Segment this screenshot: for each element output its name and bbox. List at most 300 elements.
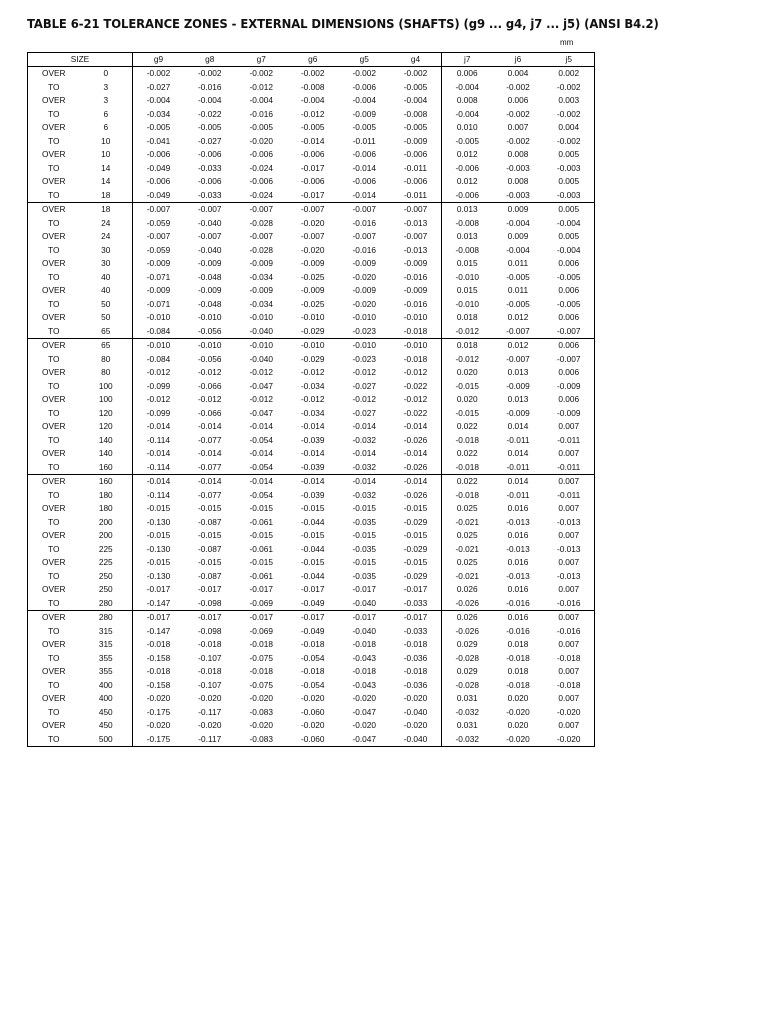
tolerance-cell: -0.008 <box>390 108 442 122</box>
table-row <box>28 583 595 597</box>
tolerance-cell: -0.117 <box>198 733 222 744</box>
tolerance-cell: 0.007 <box>558 720 580 730</box>
tolerance-cell: -0.071 <box>146 298 171 309</box>
tolerance-cell: -0.087 <box>197 543 222 554</box>
table-row <box>28 135 595 149</box>
tolerance-cell: -0.006 <box>455 189 480 200</box>
tolerance-cell: -0.069 <box>249 625 274 636</box>
tolerance-cell: 0.007 <box>558 639 580 649</box>
tolerance-cell: -0.015 <box>352 530 377 540</box>
tolerance-cell: -0.009 <box>146 285 171 295</box>
tolerance-cell: 0.015 <box>456 285 478 295</box>
tolerance-cell: -0.012 <box>146 367 171 377</box>
tolerance-cell: -0.047 <box>249 380 274 391</box>
tolerance-cell: 0.005 <box>544 203 595 217</box>
tolerance-cell: -0.002 <box>197 68 222 78</box>
tolerance-cell: -0.017 <box>352 584 377 594</box>
tolerance-cell: -0.010 <box>390 339 442 353</box>
tolerance-cell: -0.020 <box>197 693 222 703</box>
tolerance-cell: 0.007 <box>544 475 595 489</box>
tolerance-cell: 0.020 <box>456 367 478 377</box>
tolerance-cell: -0.075 <box>249 652 274 663</box>
tolerance-cell: -0.014 <box>339 475 391 489</box>
tolerance-cell: -0.029 <box>390 543 442 557</box>
tolerance-cell: -0.015 <box>352 557 377 567</box>
tolerance-cell: -0.061 <box>249 570 274 581</box>
tolerance-cell: 0.012 <box>493 339 544 353</box>
tolerance-cell: -0.009 <box>506 380 530 391</box>
size-bound-label: OVER <box>41 666 66 676</box>
tolerance-cell: -0.033 <box>390 625 442 639</box>
table-row <box>28 284 595 298</box>
tolerance-cell: -0.061 <box>249 543 274 554</box>
tolerance-cell: -0.043 <box>352 679 377 690</box>
tolerance-cell: -0.010 <box>390 311 442 325</box>
size-value: 355 <box>80 652 133 666</box>
tolerance-cell: -0.054 <box>300 652 325 663</box>
tolerance-cell: -0.018 <box>390 665 442 679</box>
tolerance-cell: -0.002 <box>249 68 274 78</box>
tolerance-cell: -0.016 <box>197 81 222 92</box>
tolerance-cell: -0.017 <box>236 611 288 625</box>
tolerance-cell: -0.034 <box>300 407 325 418</box>
tolerance-cell: -0.015 <box>300 503 325 513</box>
tolerance-cell: -0.002 <box>556 135 581 146</box>
tolerance-cell: 0.012 <box>456 149 478 159</box>
tolerance-cell: -0.061 <box>249 516 274 527</box>
tolerance-cell: -0.010 <box>184 339 236 353</box>
tolerance-cell: 0.018 <box>507 666 529 676</box>
size-bound-label: TO <box>48 679 60 690</box>
tolerance-cell: -0.040 <box>390 733 442 747</box>
size-value: 18 <box>80 203 133 217</box>
size-value: 400 <box>80 679 133 693</box>
tolerance-cell: 0.004 <box>507 68 529 78</box>
tolerance-cell: -0.014 <box>352 162 377 173</box>
tolerance-cell: 0.002 <box>558 68 580 78</box>
size-bound-label: OVER <box>41 95 66 105</box>
tolerance-cell: 0.020 <box>507 693 529 703</box>
tolerance-cell: -0.056 <box>197 325 222 336</box>
tolerance-cell: -0.010 <box>146 312 171 322</box>
table-row <box>28 475 595 489</box>
tolerance-cell: -0.130 <box>146 570 171 581</box>
tolerance-cell: -0.016 <box>556 625 581 636</box>
tolerance-cell: 0.013 <box>456 231 478 241</box>
tolerance-cell: 0.007 <box>558 557 580 567</box>
size-bound-label: OVER <box>41 584 66 594</box>
tolerance-cell: -0.010 <box>339 339 391 353</box>
tolerance-cell: 0.031 <box>456 720 478 730</box>
tolerance-cell: -0.158 <box>146 679 171 690</box>
size-bound-label: OVER <box>41 693 66 703</box>
tolerance-cell: -0.087 <box>197 570 222 581</box>
tolerance-cell: -0.017 <box>133 611 185 625</box>
tolerance-cell: -0.016 <box>556 597 581 608</box>
size-value: 315 <box>80 625 133 639</box>
header-row <box>28 53 595 67</box>
tolerance-cell: -0.114 <box>147 461 170 472</box>
size-bound-label: TO <box>48 706 60 717</box>
tolerance-cell: -0.012 <box>249 367 274 377</box>
tolerance-cell: -0.018 <box>455 489 480 500</box>
tolerance-cell: -0.009 <box>506 407 530 418</box>
header-size: SIZE <box>28 53 133 67</box>
tolerance-cell: -0.010 <box>455 298 480 309</box>
tolerance-cell: 0.018 <box>442 339 493 353</box>
tolerance-cell: 0.010 <box>456 122 478 132</box>
tolerance-cell: -0.004 <box>300 95 325 105</box>
tolerance-cell: -0.077 <box>197 461 222 472</box>
tolerance-cell: -0.002 <box>506 135 530 146</box>
tolerance-cell: -0.107 <box>197 679 222 690</box>
size-value: 18 <box>80 189 133 203</box>
tolerance-cell: -0.035 <box>352 516 377 527</box>
size-value: 100 <box>80 393 133 407</box>
tolerance-cell: -0.009 <box>390 284 442 298</box>
table-row <box>28 121 595 135</box>
tolerance-cell: -0.069 <box>249 597 274 608</box>
size-value: 14 <box>80 175 133 189</box>
tolerance-cell: -0.006 <box>352 176 377 186</box>
tolerance-cell: 0.011 <box>507 258 529 268</box>
tolerance-cell: -0.018 <box>556 679 581 690</box>
size-bound-label: TO <box>48 189 60 200</box>
tolerance-cell: -0.020 <box>197 720 222 730</box>
size-bound-label: TO <box>48 489 60 500</box>
tolerance-cell: 0.016 <box>507 503 529 513</box>
tolerance-cell: -0.011 <box>506 489 530 500</box>
tolerance-cell: -0.040 <box>352 597 377 608</box>
tolerance-cell: -0.018 <box>249 639 274 649</box>
tolerance-cell: -0.029 <box>390 516 442 530</box>
tolerance-cell: -0.020 <box>249 693 274 703</box>
tolerance-cell: 0.007 <box>558 666 580 676</box>
tolerance-cell: -0.130 <box>146 543 171 554</box>
tolerance-cell: -0.020 <box>556 733 581 744</box>
tolerance-cell: 0.018 <box>507 639 529 649</box>
size-value: 120 <box>80 407 133 421</box>
tolerance-cell: -0.014 <box>300 448 325 458</box>
tolerance-cell: -0.011 <box>506 434 530 445</box>
tolerance-cell: -0.002 <box>300 68 325 78</box>
header-g7: g7 <box>236 53 288 67</box>
tolerance-cell: 0.014 <box>507 448 529 458</box>
table-row <box>28 516 595 530</box>
tolerance-cell: -0.083 <box>249 706 274 717</box>
size-value: 50 <box>80 298 133 312</box>
tolerance-cell: -0.077 <box>197 489 222 500</box>
tolerance-cell: -0.010 <box>197 312 222 322</box>
tolerance-cell: -0.098 <box>197 625 222 636</box>
table-row <box>28 543 595 557</box>
tolerance-cell: -0.026 <box>390 461 442 475</box>
tolerance-cell: -0.054 <box>249 434 274 445</box>
table-row <box>28 733 595 747</box>
tolerance-cell: -0.005 <box>506 271 530 282</box>
tolerance-table <box>27 52 595 747</box>
tolerance-cell: -0.012 <box>455 325 480 336</box>
tolerance-cell: -0.084 <box>146 325 171 336</box>
tolerance-cell: -0.009 <box>390 135 442 149</box>
tolerance-cell: 0.006 <box>558 394 580 404</box>
tolerance-cell: -0.040 <box>249 353 274 364</box>
tolerance-cell: -0.040 <box>197 217 222 228</box>
tolerance-cell: -0.039 <box>300 489 325 500</box>
tolerance-cell: -0.012 <box>300 394 325 404</box>
units-label: mm <box>560 38 574 47</box>
tolerance-cell: -0.007 <box>390 230 442 244</box>
size-value: 65 <box>80 339 133 353</box>
size-bound-label: OVER <box>28 475 80 489</box>
tolerance-cell: -0.040 <box>352 625 377 636</box>
tolerance-cell: -0.017 <box>197 584 222 594</box>
tolerance-cell: -0.059 <box>146 244 171 255</box>
size-bound-label: OVER <box>41 720 66 730</box>
tolerance-cell: 0.007 <box>558 421 580 431</box>
tolerance-cell: -0.002 <box>506 108 530 119</box>
tolerance-cell: -0.027 <box>352 380 377 391</box>
tolerance-cell: -0.028 <box>455 652 480 663</box>
tolerance-cell: -0.020 <box>300 720 325 730</box>
size-value: 450 <box>80 706 133 720</box>
table-row <box>28 393 595 407</box>
tolerance-cell: -0.026 <box>455 625 480 636</box>
size-value: 0 <box>80 67 133 81</box>
tolerance-cell: -0.017 <box>339 611 391 625</box>
header-j6: j6 <box>493 53 544 67</box>
tolerance-cell: -0.014 <box>146 421 171 431</box>
tolerance-cell: -0.043 <box>352 652 377 663</box>
table-row <box>28 162 595 176</box>
tolerance-cell: -0.023 <box>352 325 377 336</box>
tolerance-cell: 0.022 <box>456 421 478 431</box>
tolerance-cell: 0.031 <box>456 693 478 703</box>
tolerance-cell: -0.007 <box>556 325 581 336</box>
tolerance-cell: -0.071 <box>146 271 171 282</box>
tolerance-cell: -0.014 <box>184 475 236 489</box>
tolerance-cell: -0.029 <box>300 353 325 364</box>
tolerance-cell: -0.004 <box>352 95 377 105</box>
tolerance-cell: -0.011 <box>352 135 376 146</box>
tolerance-cell: -0.012 <box>249 394 274 404</box>
tolerance-cell: -0.020 <box>249 135 274 146</box>
header-g6: g6 <box>287 53 339 67</box>
tolerance-cell: -0.175 <box>146 706 171 717</box>
tolerance-cell: -0.016 <box>390 271 442 285</box>
tolerance-cell: -0.015 <box>300 530 325 540</box>
table-row <box>28 665 595 679</box>
table-row <box>28 67 595 81</box>
tolerance-cell: -0.025 <box>300 298 325 309</box>
tolerance-cell: -0.020 <box>506 706 530 717</box>
tolerance-cell: -0.011 <box>557 461 581 472</box>
tolerance-cell: 0.005 <box>558 231 580 241</box>
tolerance-cell: 0.007 <box>558 503 580 513</box>
size-bound-label: TO <box>48 380 60 391</box>
tolerance-cell: -0.087 <box>197 516 222 527</box>
size-value: 30 <box>80 244 133 258</box>
tolerance-cell: -0.007 <box>236 203 288 217</box>
tolerance-cell: -0.048 <box>197 298 222 309</box>
size-bound-label: OVER <box>28 611 80 625</box>
table-row <box>28 461 595 475</box>
tolerance-cell: -0.066 <box>197 380 222 391</box>
tolerance-cell: -0.054 <box>249 489 274 500</box>
tolerance-cell: -0.034 <box>146 108 171 119</box>
tolerance-cell: -0.018 <box>506 679 530 690</box>
tolerance-cell: -0.175 <box>146 733 171 744</box>
tolerance-cell: -0.032 <box>455 706 480 717</box>
tolerance-cell: -0.158 <box>146 652 171 663</box>
size-bound-label: TO <box>48 625 60 636</box>
tolerance-cell: -0.024 <box>249 189 274 200</box>
size-bound-label: OVER <box>41 176 66 186</box>
table-title: TABLE 6-21 TOLERANCE ZONES - EXTERNAL DIMENSIONS (SHAFTS) (g9 ... g4, j7 ... j5) (ANSI B4.2) <box>27 16 659 31</box>
tolerance-cell: -0.010 <box>249 312 274 322</box>
tolerance-cell: -0.114 <box>147 489 170 500</box>
size-value: 80 <box>80 366 133 380</box>
tolerance-cell: -0.006 <box>300 176 325 186</box>
tolerance-cell: -0.084 <box>146 353 171 364</box>
size-value: 250 <box>80 583 133 597</box>
tolerance-cell: -0.060 <box>300 733 325 744</box>
tolerance-cell: -0.018 <box>300 639 325 649</box>
table-row <box>28 611 595 625</box>
size-bound-label: OVER <box>41 312 66 322</box>
tolerance-cell: -0.005 <box>556 298 581 309</box>
tolerance-cell: 0.012 <box>507 312 529 322</box>
tolerance-cell: -0.020 <box>352 693 377 703</box>
tolerance-cell: -0.002 <box>390 67 442 81</box>
tolerance-cell: -0.007 <box>300 231 325 241</box>
tolerance-cell: -0.015 <box>300 557 325 567</box>
tolerance-cell: -0.015 <box>455 380 480 391</box>
tolerance-cell: 0.016 <box>507 584 529 594</box>
tolerance-cell: -0.014 <box>352 189 377 200</box>
tolerance-cell: -0.007 <box>146 231 171 241</box>
table-row <box>28 108 595 122</box>
tolerance-cell: -0.033 <box>390 597 442 611</box>
tolerance-cell: -0.013 <box>556 516 581 527</box>
tolerance-cell: -0.015 <box>249 557 274 567</box>
table-row <box>28 625 595 639</box>
tolerance-cell: -0.015 <box>390 502 442 516</box>
tolerance-cell: 0.007 <box>558 448 580 458</box>
table-row <box>28 339 595 353</box>
size-value: 280 <box>80 611 133 625</box>
tolerance-cell: 0.008 <box>507 149 529 159</box>
tolerance-cell: -0.016 <box>352 244 377 255</box>
tolerance-cell: -0.040 <box>249 325 274 336</box>
tolerance-cell: -0.036 <box>390 679 442 693</box>
tolerance-cell: 0.008 <box>507 176 529 186</box>
tolerance-cell: 0.016 <box>507 530 529 540</box>
tolerance-cell: -0.006 <box>390 148 442 162</box>
tolerance-cell: -0.008 <box>300 81 325 92</box>
tolerance-cell: -0.018 <box>197 666 222 676</box>
tolerance-cell: -0.012 <box>300 367 325 377</box>
tolerance-cell: -0.016 <box>506 625 530 636</box>
tolerance-cell: -0.044 <box>300 516 325 527</box>
tolerance-cell: -0.020 <box>390 719 442 733</box>
size-value: 3 <box>80 94 133 108</box>
tolerance-cell: -0.014 <box>352 448 377 458</box>
tolerance-cell: -0.004 <box>455 108 480 119</box>
tolerance-cell: -0.012 <box>300 108 325 119</box>
table-row <box>28 81 595 95</box>
tolerance-cell: 0.009 <box>493 203 544 217</box>
header-g5: g5 <box>339 53 391 67</box>
tolerance-cell: -0.006 <box>300 149 325 159</box>
tolerance-cell: -0.016 <box>390 298 442 312</box>
tolerance-cell: 0.022 <box>442 475 493 489</box>
tolerance-cell: -0.017 <box>287 611 339 625</box>
table-row <box>28 556 595 570</box>
tolerance-cell: -0.027 <box>197 135 222 146</box>
table-row <box>28 311 595 325</box>
table-row <box>28 447 595 461</box>
size-value: 160 <box>80 475 133 489</box>
tolerance-cell: 0.029 <box>456 639 478 649</box>
table-row <box>28 570 595 584</box>
tolerance-cell: -0.015 <box>197 557 222 567</box>
tolerance-cell: -0.002 <box>556 81 581 92</box>
tolerance-cell: -0.020 <box>352 271 377 282</box>
tolerance-cell: -0.015 <box>146 557 171 567</box>
tolerance-cell: -0.047 <box>352 706 377 717</box>
tolerance-cell: -0.018 <box>249 666 274 676</box>
tolerance-cell: 0.007 <box>558 693 580 703</box>
tolerance-cell: -0.014 <box>300 135 325 146</box>
tolerance-cell: -0.029 <box>300 325 325 336</box>
tolerance-cell: -0.014 <box>287 475 339 489</box>
tolerance-cell: -0.018 <box>390 325 442 339</box>
tolerance-cell: -0.015 <box>146 503 171 513</box>
tolerance-cell: -0.009 <box>300 285 325 295</box>
tolerance-cell: -0.060 <box>300 706 325 717</box>
tolerance-cell: -0.007 <box>506 353 530 364</box>
size-value: 315 <box>80 638 133 652</box>
tolerance-cell: -0.049 <box>146 162 171 173</box>
tolerance-cell: 0.025 <box>456 557 478 567</box>
size-bound-label: TO <box>48 325 60 336</box>
tolerance-cell: -0.009 <box>197 285 222 295</box>
tolerance-cell: -0.007 <box>339 203 391 217</box>
size-bound-label: OVER <box>41 285 66 295</box>
tolerance-cell: 0.011 <box>507 285 529 295</box>
header-g4: g4 <box>390 53 442 67</box>
tolerance-cell: -0.009 <box>300 258 325 268</box>
size-value: 400 <box>80 692 133 706</box>
tolerance-cell: -0.033 <box>197 189 222 200</box>
tolerance-cell: -0.006 <box>455 162 480 173</box>
tolerance-cell: -0.056 <box>197 353 222 364</box>
size-bound-label: TO <box>48 108 60 119</box>
tolerance-cell: -0.017 <box>300 162 325 173</box>
tolerance-cell: -0.005 <box>390 81 442 95</box>
tolerance-cell: -0.036 <box>390 652 442 666</box>
tolerance-cell: -0.012 <box>455 353 480 364</box>
table-row <box>28 597 595 611</box>
tolerance-cell: -0.049 <box>146 189 171 200</box>
size-bound-label: OVER <box>41 367 66 377</box>
tolerance-cell: 0.015 <box>456 258 478 268</box>
tolerance-cell: -0.006 <box>249 149 274 159</box>
tolerance-cell: -0.006 <box>390 175 442 189</box>
tolerance-cell: -0.007 <box>249 231 274 241</box>
tolerance-cell: -0.107 <box>197 652 222 663</box>
